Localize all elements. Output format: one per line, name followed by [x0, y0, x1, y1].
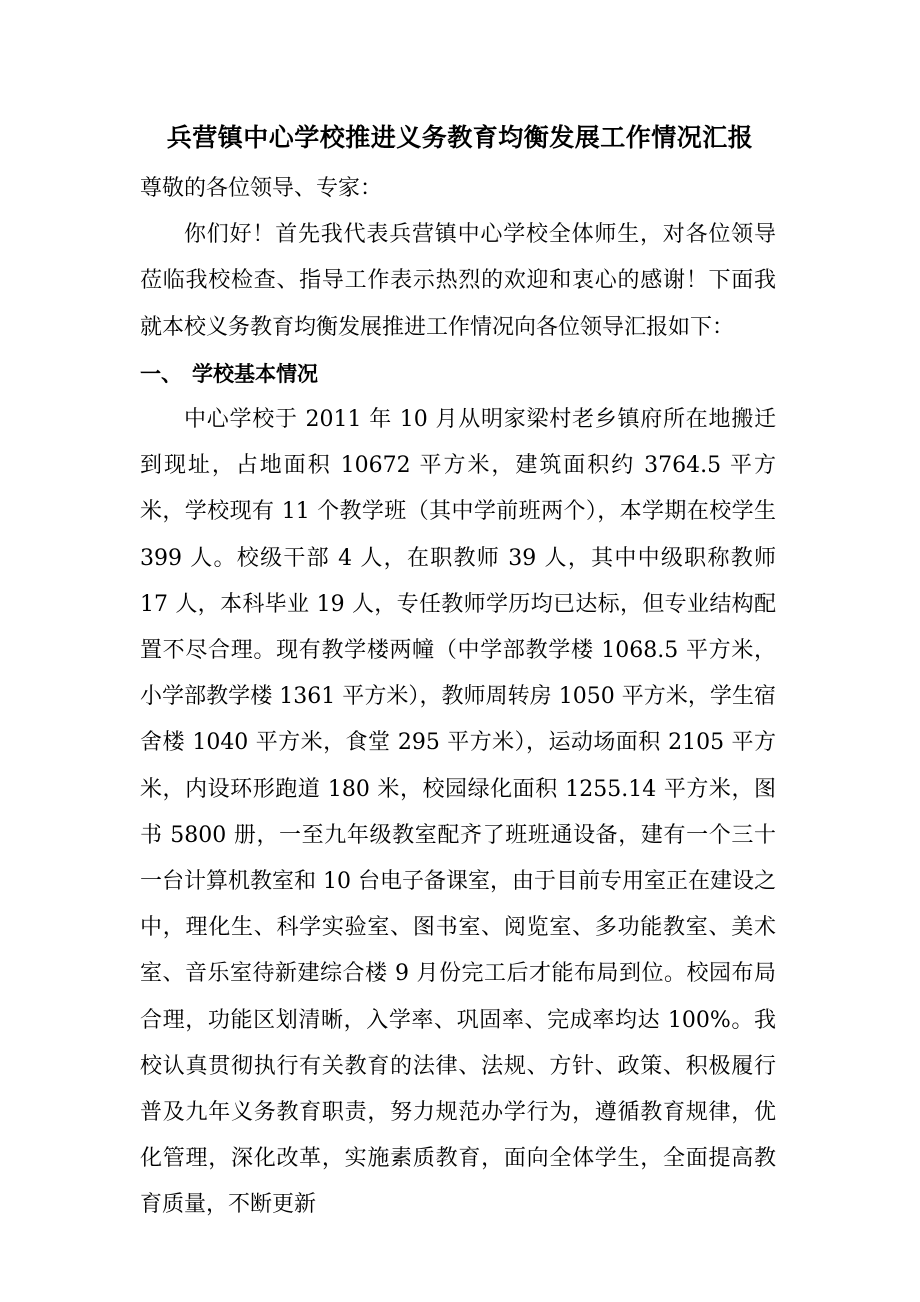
section-heading [140, 351, 776, 397]
document-title: 兵营镇中心学校推进义务教育均衡发展工作情况汇报 [166, 123, 754, 152]
section-number: 一、 [140, 361, 182, 386]
salutation: 尊敬的各位领导、专家： [140, 176, 383, 201]
document-body [140, 166, 776, 1229]
body-paragraph: 中心学校于 2011 年 10 月从明家梁村老乡镇府所在地搬迁到现址，占地面积 10672 平方米，建筑面积约 3764.5 平方米，学校现有 11 个教学班（其中学前班两个），本学期在校学生 399 人。校级干部 4 人，在职教师 39 人，其中中级职称教师 17 人，本科毕业 19 人，专任教师学历均已达标，但专业结构配置不尽合理。现有教学楼两幢（中学部教学楼 1068.5 平方米，小学部教学楼 1361 平方米），教师周转房 1050 平方米，学生宿舍楼 1040 平方米，食堂 295 平方米），运动场面积 2105 平方米，内设环形跑道 180 米，校园绿化面积 1255.14 平方米，图书 5800 册，一至九年级教室配齐了班班通设备，建有一个三十一台计算机教室和 10 台电子备课室，由于目前专用室正在建设之中，理化生、科学实验室、图书室、阅览室、多功能教室、美术室、音乐室待新建综合楼 9 月份完工后才能布局到位。校园布局合理，功能区划清晰，入学率、巩固率、完成率均达 100%。我校认真贯彻执行有关教育的法律、法规、方针、政策、积极履行普及九年义务教育职责，努力规范办学行为，遵循教育规律，优化管理，深化改革，实施素质教育，面向全体学生，全面提高教育质量，不断更新 [140, 407, 776, 1218]
section-heading-text: 学校基本情况 [192, 361, 318, 386]
intro-paragraph: 你们好！首先我代表兵营镇中心学校全体师生，对各位领导莅临我校检查、指导工作表示热烈的欢迎和衷心的感谢！下面我就本校义务教育均衡发展推进工作情况向各位领导汇报如下： [140, 222, 776, 340]
